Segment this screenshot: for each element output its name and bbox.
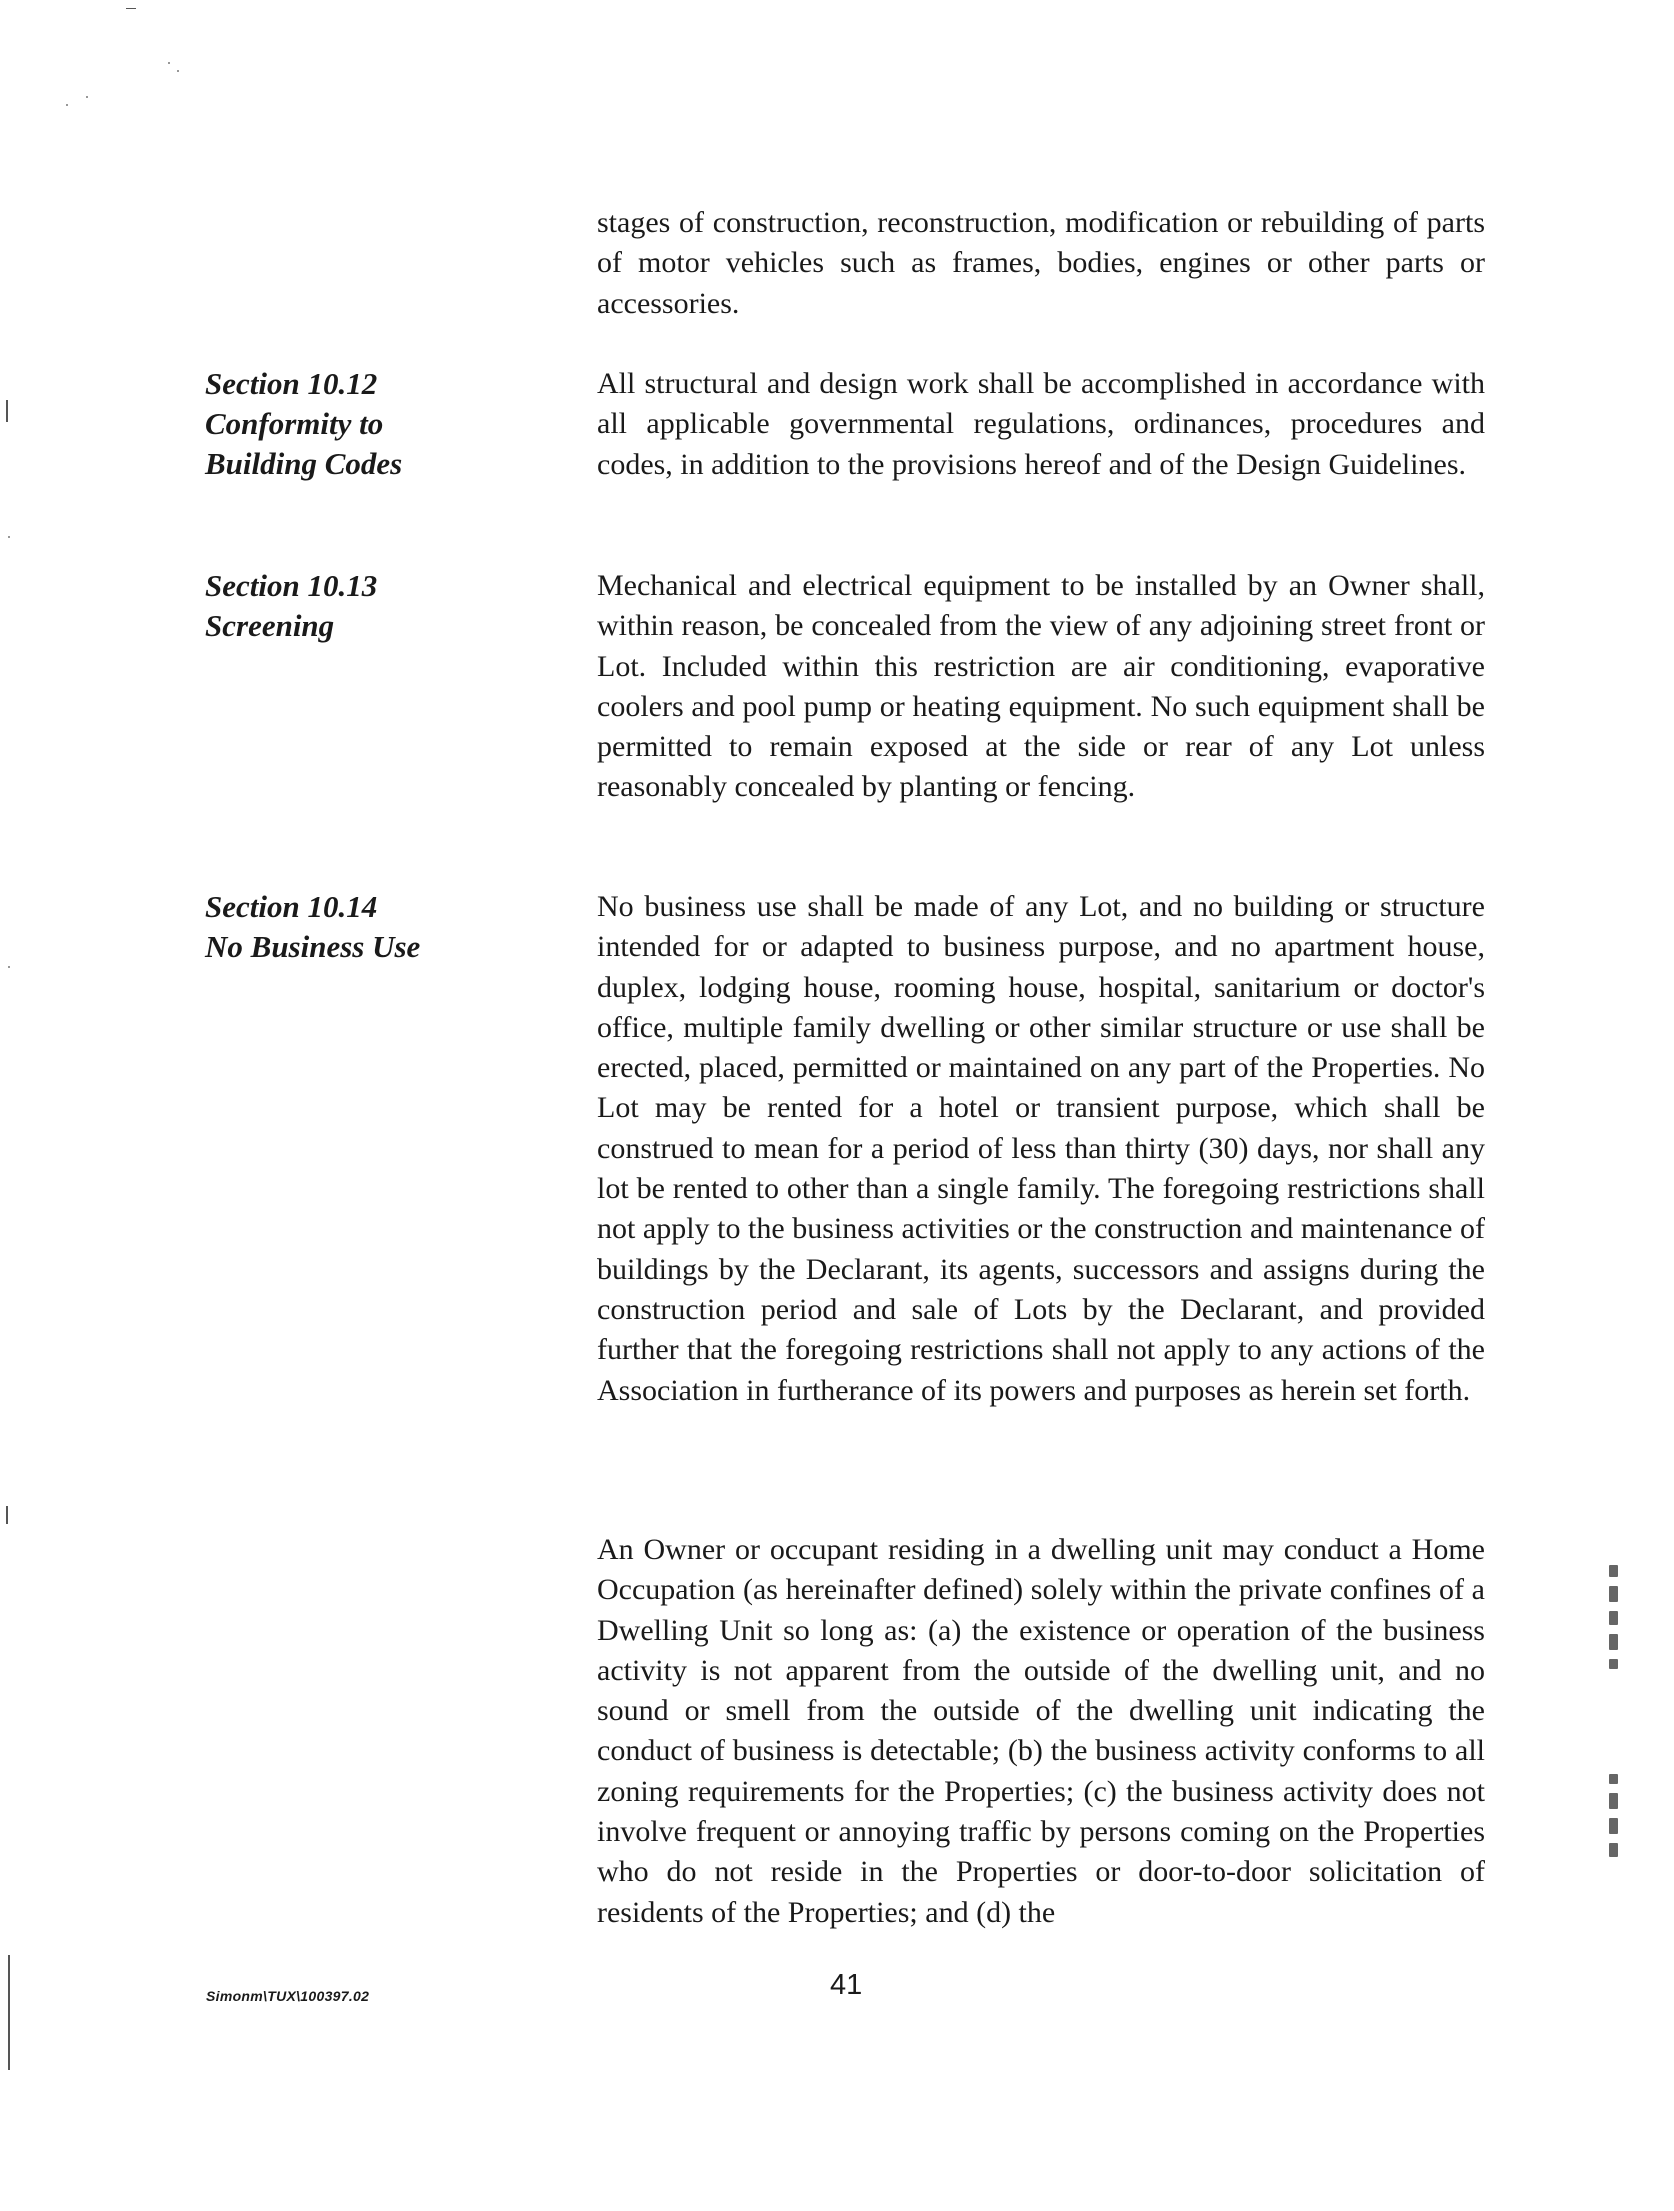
scan-speck: [8, 536, 10, 538]
section-10-12-heading: [205, 364, 535, 484]
intro-continuation-paragraph: stages of construction, reconstruction, modification or rebuilding of parts of motor vehicles such as frames, bodies, engines or other parts or accessories.: [597, 206, 1485, 320]
home-occupation-paragraph: An Owner or occupant residing in a dwelling unit may conduct a Home Occupation (as hereinafter defined) solely within the private confines of a Dwelling Unit so long as: (a) the existence or operation of the business activity is not apparent from the outside of the dwelling unit, and no sound or smell from the outside of the dwelling unit indicating the conduct of business is detectable; (b) the business activity conforms to all zoning requirements for the Properties; (c) the business activity does not involve frequent or annoying traffic by persons coming on the Properties who do not reside in the Properties or door-to-door solicitation of residents of the Properties; and (d) the: [597, 1533, 1485, 1929]
scan-speck: [86, 96, 88, 98]
scan-speck: [8, 966, 10, 968]
stamp-glyph: [1609, 1634, 1618, 1650]
stamp-glyph: [1609, 1793, 1618, 1809]
stamp-glyph: [1609, 1818, 1618, 1834]
section-10-14-heading: [205, 887, 535, 967]
section-10-13-text: Mechanical and electrical equipment to be installed by an Owner shall, within reason, be concealed from the view of any adjoining street front or Lot. Included within this restriction are air conditioning, evaporative coolers and pool pump or heating equipment. No such equipment shall be permitted to remain exposed at the side or rear of any Lot unless reasonably concealed by planting or fencing.: [597, 569, 1485, 804]
scan-edge-mark: [6, 400, 8, 422]
section-10-13-heading: [205, 566, 535, 646]
section-title-line: Conformity to: [205, 406, 384, 441]
scan-speck: [177, 70, 179, 72]
stamp-glyph: [1609, 1659, 1618, 1669]
stamp-glyph: [1609, 1586, 1618, 1602]
section-title-line: Screening: [205, 608, 335, 643]
section-10-12-text: All structural and design work shall be accomplished in accordance with all applicable governmental regulations, ordinances, procedures and codes, in addition to the provisions hereof and of the Design Guidelines.: [597, 367, 1485, 481]
scan-speck: [168, 62, 170, 64]
stamp-glyph: [1609, 1565, 1618, 1577]
section-number: Section 10.13: [205, 568, 378, 603]
section-10-14-text: No business use shall be made of any Lot, and no building or structure intended for or adapted to business purpose, and no apartment house, duplex, lodging house, rooming house, hospital, sanitarium or doctor's office, multiple family dwelling or other similar structure or use shall be erected, placed, permitted or maintained on any part of the Properties. No Lot may be rented for a hotel or transient purpose, which shall be construed to mean for a period of less than thirty (30) days, nor shall any lot be rented to other than a single family. The foregoing restrictions shall not apply to the business activities or the construction and maintenance of buildings by the Declarant, its agents, successors and assigns during the construction period and sale of Lots by the Declarant, and provided further that the foregoing restrictions shall not apply to any actions of the Association in furtherance of its powers and purposes as herein set forth.: [597, 890, 1485, 1407]
scan-edge-mark: [8, 1955, 10, 2070]
stamp-glyph: [1609, 1843, 1618, 1857]
stamp-glyph: [1609, 1774, 1618, 1784]
section-title-line: No Business Use: [205, 929, 421, 964]
page-number: 41: [830, 1969, 863, 2001]
section-number: Section 10.12: [205, 366, 378, 401]
scan-edge-mark: [126, 8, 136, 9]
file-reference: Simonm\TUX\100397.02: [206, 1988, 370, 2004]
section-number: Section 10.14: [205, 889, 378, 924]
scan-edge-mark: [6, 1506, 8, 1524]
section-title-line: Building Codes: [205, 446, 403, 481]
scan-stamp-upper: [1600, 1565, 1626, 1669]
stamp-glyph: [1609, 1611, 1618, 1625]
scan-stamp-lower: [1600, 1774, 1626, 1857]
scan-speck: [66, 104, 68, 106]
